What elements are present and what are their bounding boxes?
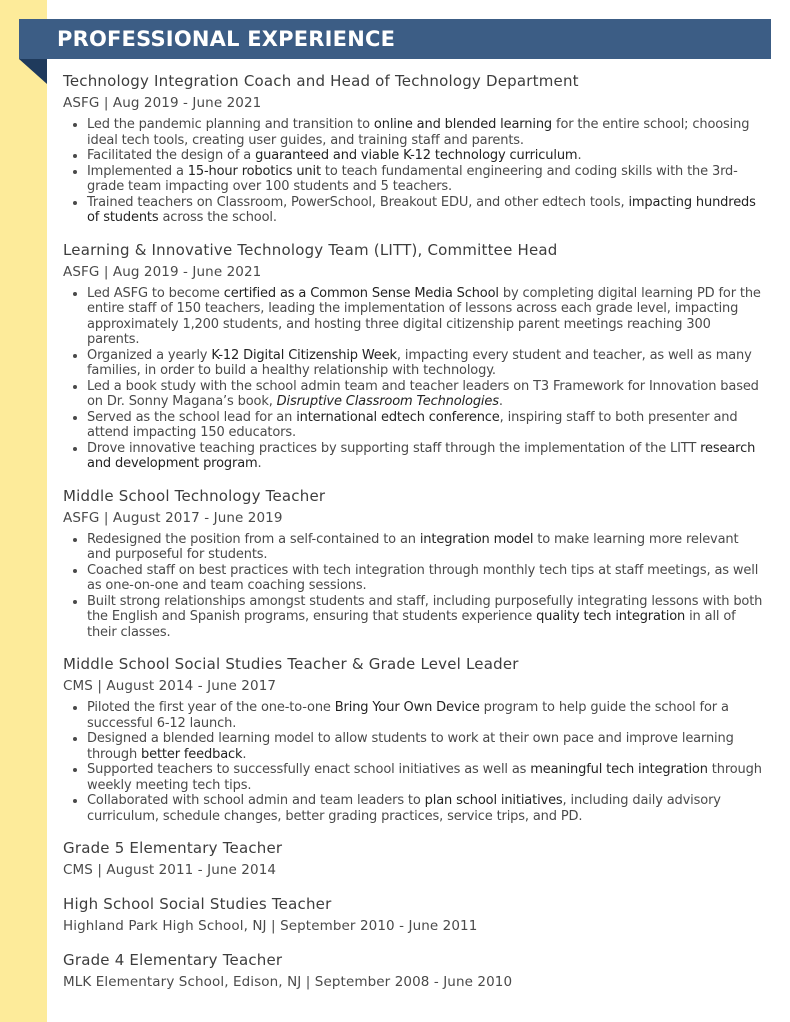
bullet-text: , inspiring staff to both presenter and attend impacting 150 educators. bbox=[87, 409, 738, 440]
bullet-text: Built strong relationships amongst students and staff, including purposefully integrating lessons with both the English and Spanish programs, ensuring that students experience bbox=[87, 593, 763, 624]
highlight-text: international edtech conference bbox=[296, 409, 500, 425]
job-meta: ASFG | Aug 2019 - June 2021 bbox=[63, 95, 262, 111]
bullet-item bbox=[87, 700, 763, 731]
bullet-item bbox=[87, 195, 763, 226]
bullet-text: Trained teachers on Classroom, PowerSchool, Breakout EDU, and other edtech tools, bbox=[87, 194, 629, 210]
bullet-text: Organized a yearly bbox=[87, 347, 212, 363]
highlight-text: K-12 Digital Citizenship Week bbox=[211, 347, 397, 363]
bullet-list bbox=[63, 532, 763, 641]
bullet-item bbox=[87, 410, 763, 441]
job-entry bbox=[63, 70, 763, 226]
highlight-text: guaranteed and viable K-12 technology curriculum bbox=[255, 148, 578, 163]
highlight-text: meaningful tech integration bbox=[530, 762, 708, 777]
job-meta: CMS | August 2011 - June 2014 bbox=[63, 862, 277, 878]
bullet-item bbox=[87, 164, 763, 195]
section-header bbox=[19, 19, 771, 59]
job-entry bbox=[63, 837, 763, 880]
highlight-text: Bring Your Own Device bbox=[334, 700, 480, 715]
bullet-item bbox=[87, 762, 763, 793]
job-meta: MLK Elementary School, Edison, NJ | September 2008 - June 2010 bbox=[63, 974, 513, 990]
bullet-text: , impacting every student and teacher, as well as many families, in order to build a healthy relationship with technology. bbox=[87, 347, 752, 378]
bullet-text: . bbox=[242, 746, 247, 762]
job-title: Grade 4 Elementary Teacher bbox=[63, 951, 283, 969]
bullet-text: Served as the school lead for an bbox=[87, 409, 297, 425]
bullet-text: . bbox=[498, 394, 503, 409]
bullet-text: Led a book study with the school admin team and teacher leaders on T3 Framework for Innovation based on Dr. Sonny Magana’s book, bbox=[87, 378, 759, 409]
job-meta: Highland Park High School, NJ | September 2010 - June 2011 bbox=[63, 918, 478, 934]
job-entry bbox=[63, 949, 763, 992]
bullet-text: program to help guide the school for a successful 6-12 launch. bbox=[87, 700, 729, 731]
highlight-text: better feedback bbox=[141, 746, 243, 762]
bullet-item bbox=[87, 117, 763, 148]
highlight-text: online and blended learning bbox=[373, 117, 553, 132]
bullet-text: to teach fundamental engineering and coding skills with the 3rd-grade team impacting over 100 students and 5 teachers. bbox=[87, 163, 738, 194]
highlight-text: plan school initiatives bbox=[424, 793, 563, 808]
highlight-text: certified as a Common Sense Media School bbox=[223, 285, 499, 301]
job-title: Grade 5 Elementary Teacher bbox=[63, 839, 283, 857]
bullet-item bbox=[87, 793, 763, 824]
bullet-text: by completing digital learning PD for the entire staff of 150 teachers, leading the implementation of lessons across each grade level, impacting approximately 1,200 students, and hosting three digital citizenship parent meetings reaching 300 parents. bbox=[87, 285, 761, 347]
bullet-text: Led ASFG to become bbox=[87, 285, 224, 301]
bullet-text: Facilitated the design of a bbox=[87, 148, 256, 163]
job-meta: ASFG | Aug 2019 - June 2021 bbox=[63, 263, 262, 280]
highlight-text: 15-hour robotics unit bbox=[187, 163, 321, 179]
bullet-text: to make learning more relevant and purposeful for students. bbox=[87, 531, 739, 562]
job-entry bbox=[63, 485, 763, 641]
header-fold bbox=[19, 59, 47, 84]
bullet-text: . bbox=[577, 148, 582, 163]
bullet-text: , including daily advisory curriculum, schedule changes, better grading practices, service trips, and PD. bbox=[87, 793, 721, 824]
bullet-item bbox=[87, 148, 763, 164]
job-entry bbox=[63, 893, 763, 936]
bullet-item bbox=[87, 441, 763, 472]
bullet-text: Designed a blended learning model to allow students to work at their own pace and improve learning through bbox=[87, 731, 734, 762]
job-title: Middle School Technology Teacher bbox=[63, 486, 326, 505]
job-meta: CMS | August 2014 - June 2017 bbox=[63, 678, 277, 694]
bullet-list bbox=[63, 286, 763, 472]
bullet-text: for the entire school; choosing ideal tech tools, creating user guides, and training staff and parents. bbox=[87, 117, 750, 148]
job-title: Technology Integration Coach and Head of Technology Department bbox=[63, 72, 579, 90]
bullet-item bbox=[87, 286, 763, 348]
bullet-text: across the school. bbox=[158, 210, 277, 225]
bullet-text: Implemented a bbox=[87, 163, 188, 179]
bullet-text: Redesigned the position from a self-contained to an bbox=[87, 531, 420, 547]
job-title: High School Social Studies Teacher bbox=[63, 895, 332, 913]
job-title: Learning & Innovative Technology Team (LITT), Committee Head bbox=[63, 240, 558, 259]
bullet-item bbox=[87, 563, 763, 594]
job-title: Middle School Social Studies Teacher & Grade Level Leader bbox=[63, 655, 519, 673]
bullet-text: . bbox=[257, 456, 262, 471]
bullet-item bbox=[87, 348, 763, 379]
section-title: PROFESSIONAL EXPERIENCE bbox=[57, 27, 396, 51]
side-stripe bbox=[0, 0, 47, 1022]
bullet-text: Drove innovative teaching practices by supporting staff through the implementation of the LITT bbox=[87, 440, 701, 456]
bullet-item bbox=[87, 731, 763, 762]
bullet-list bbox=[63, 117, 763, 226]
bullet-text: Supported teachers to successfully enact school initiatives as well as bbox=[87, 762, 531, 777]
book-title: Disruptive Classroom Technologies bbox=[276, 394, 499, 409]
bullet-text: Led the pandemic planning and transition to bbox=[87, 117, 374, 132]
job-entry bbox=[63, 239, 763, 472]
job-entry bbox=[63, 653, 763, 824]
bullet-text: in all of their classes. bbox=[87, 609, 736, 640]
highlight-text: research and development program bbox=[87, 440, 756, 471]
highlight-text: impacting hundreds of students bbox=[87, 194, 756, 225]
job-meta: ASFG | August 2017 - June 2019 bbox=[63, 509, 283, 526]
highlight-text: integration model bbox=[419, 531, 534, 547]
bullet-list bbox=[63, 700, 763, 824]
bullet-item bbox=[87, 379, 763, 410]
highlight-text: quality tech integration bbox=[536, 609, 686, 624]
bullet-item bbox=[87, 594, 763, 641]
bullet-text: through weekly meeting tech tips. bbox=[87, 762, 762, 793]
experience-list bbox=[63, 70, 763, 1005]
bullet-text: Coached staff on best practices with tech integration through monthly tech tips at staff meetings, as well as one-on-one and team coaching sessions. bbox=[87, 562, 759, 593]
bullet-text: Collaborated with school admin and team leaders to bbox=[87, 793, 425, 808]
bullet-text: Piloted the first year of the one-to-one bbox=[87, 700, 335, 715]
bullet-item bbox=[87, 532, 763, 563]
